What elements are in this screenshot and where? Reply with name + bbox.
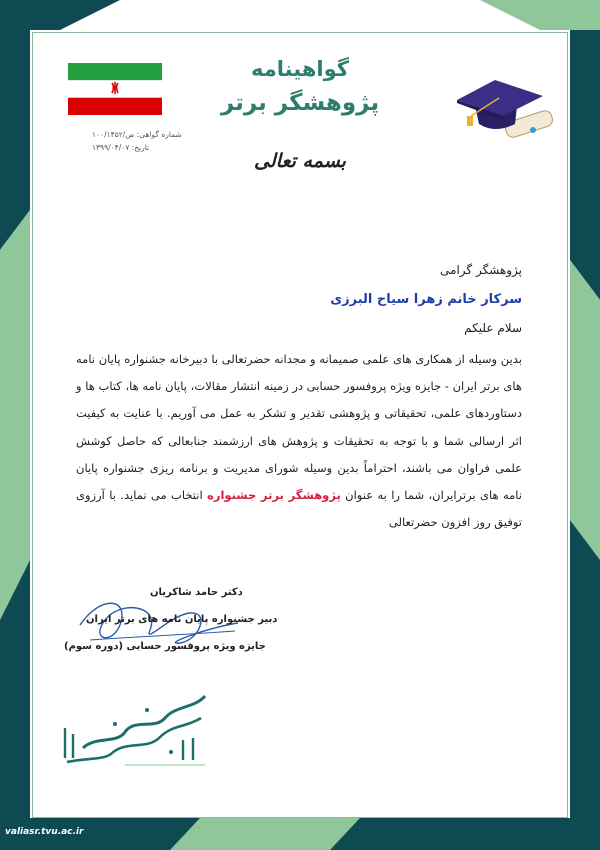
certificate-number: شماره گواهی: ص/۱۰۰/۱۴۵۲: [92, 130, 182, 139]
signer-role: دبیر جشنواره پایان نامه های برتر ایران: [86, 614, 278, 625]
greeting: سلام علیکم: [464, 321, 522, 335]
signer-name: دکتر حامد شاکریان: [150, 587, 243, 598]
certificate-date: تاریخ: ۱۳۹۹/۰۴/۰۷: [92, 143, 150, 152]
graduation-cap-icon: [455, 72, 565, 150]
certificate-body: [76, 346, 522, 536]
bismillah-calligraphy: بسمه تعالی: [254, 150, 346, 172]
body-closing: انتخاب می نماید. با آرزوی توفیق روز افزون حضرتعالی: [76, 488, 522, 530]
certificate-subtitle: پژوهشگر برتر: [220, 90, 380, 116]
award-title-highlight: پژوهشگر برتر جشنواره: [207, 488, 341, 503]
body-text: بدین وسیله از همکاری های علمی صمیمانه و مجدانه حضرتعالی با دبیرخانه جشنواره پایان نامه های برتر ایران - جایزه ویژه پروفسور حسابی در زمینه انتشار مقالات، پایان نامه ها، کتاب ها و دستاوردهای علمی، تحقیقاتی و پژوهشی تقدیر و تشکر به عمل می آوریم. با عنایت به کیفیت اثر ارسالی شما و با توجه به تحقیقات و پژوهش های ارزشمند جنابعالی که حاصل کوشش علمی فراوان می باشند، احتراماً بدین وسیله شورای مدیریت و برنامه ریزی جشنواره پایان نامه های برترایران، شما را به عنوان: [76, 352, 522, 503]
recipient-name: سرکار خانم زهرا سیاح البرزی: [330, 292, 522, 307]
salutation: پژوهشگر گرامی: [440, 263, 522, 277]
certificate-title: گواهینامه: [251, 57, 349, 81]
signer-award: جایزه ویژه پروفسور حسابی (دوره سوم): [64, 641, 266, 652]
iran-flag-icon: [68, 63, 162, 115]
site-watermark: valiasr.tvu.ac.ir: [5, 827, 84, 837]
festival-logo-icon: [55, 688, 215, 768]
